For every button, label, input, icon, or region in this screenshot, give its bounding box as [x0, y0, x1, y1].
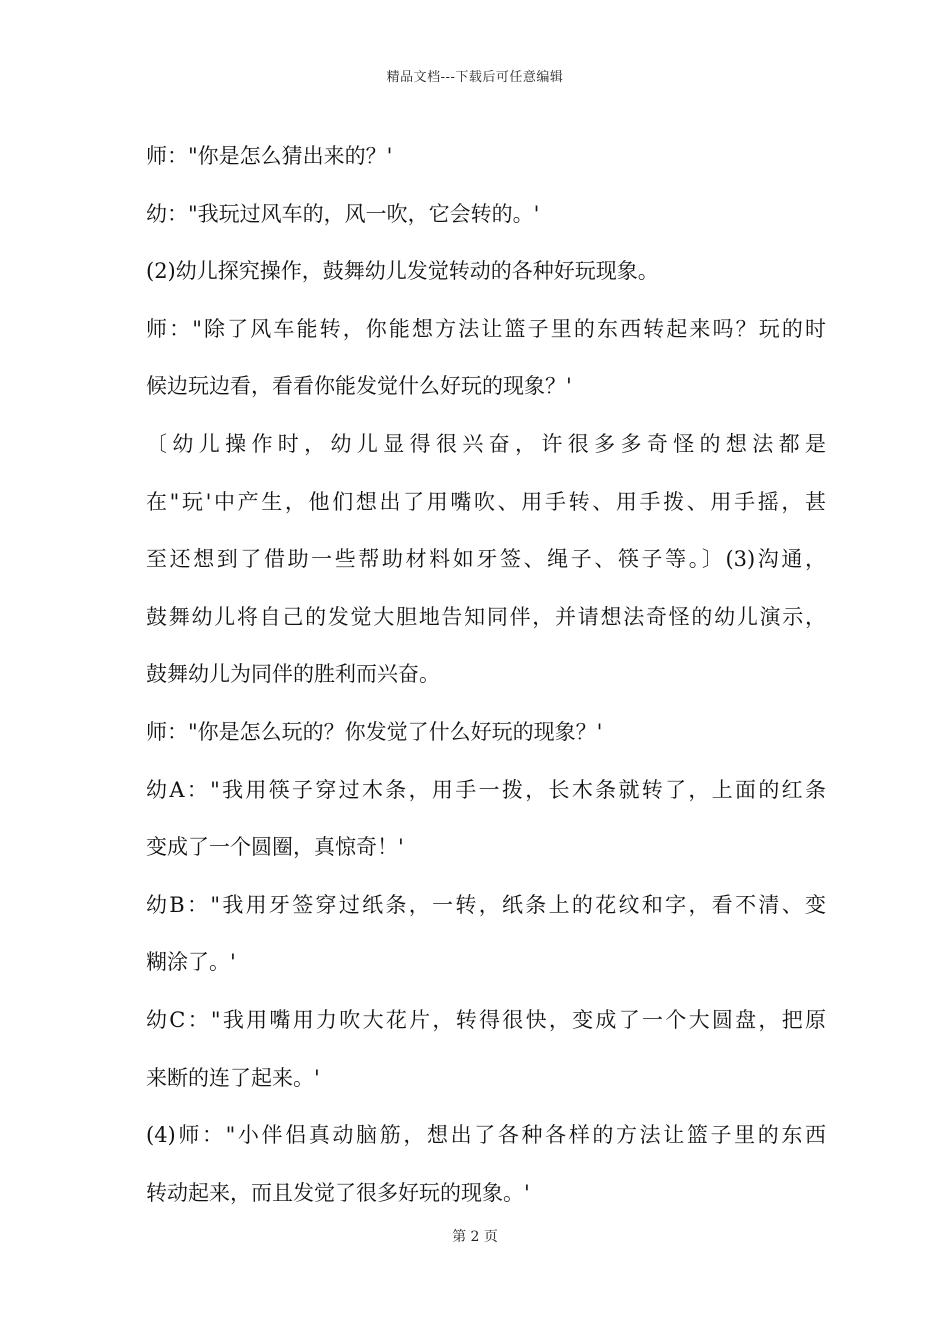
paragraph-line: 幼C："我用嘴用力吹大花片，转得很快，变成了一个大圆盘，把原: [146, 1007, 826, 1032]
paragraph-line: 至还想到了借助一些帮助材料如牙签、绳子、筷子等。〕(3)沟通，: [146, 547, 826, 572]
paragraph-line: (4)师："小伴侣真动脑筋，想出了各种各样的方法让篮子里的东西: [146, 1123, 826, 1148]
paragraph-line: 在"玩'中产生，他们想出了用嘴吹、用手转、用手拨、用手摇，甚: [146, 489, 826, 514]
paragraph-line: 幼A："我用筷子穿过木条，用手一拨，长木条就转了，上面的红条: [146, 777, 826, 802]
paragraph-line: 来断的连了起来。': [146, 1065, 320, 1090]
page-number: 第 2 页: [452, 1229, 498, 1245]
paragraph-line: 鼓舞幼儿为同伴的胜利而兴奋。: [146, 662, 440, 687]
paragraph-line: 师："你是怎么猜出来的？': [146, 144, 393, 168]
paragraph-line: (2)幼儿探究操作，鼓舞幼儿发觉转动的各种好玩现象。: [146, 259, 659, 284]
document-body: [146, 128, 826, 1222]
paragraph-line: 候边玩边看，看看你能发觉什么好玩的现象？': [146, 374, 572, 399]
paragraph-line: 糊涂了。': [146, 950, 236, 975]
paragraph-line: 变成了一个圆圈，真惊奇！': [146, 835, 404, 860]
paragraph-line: 鼓舞幼儿将自己的发觉大胆地告知同伴，并请想法奇怪的幼儿演示，: [146, 604, 826, 629]
paragraph-line: 师："你是怎么玩的？你发觉了什么好玩的现象？': [146, 719, 603, 744]
paragraph-line: 幼："我玩过风车的，风一吹，它会转的。': [146, 201, 540, 226]
paragraph-line: 转动起来，而且发觉了很多好玩的现象。': [146, 1180, 530, 1205]
page-header: 精品文档---下载后可任意编辑: [386, 70, 564, 85]
paragraph-line: 〔幼儿操作时，幼儿显得很兴奋，许很多多奇怪的想法都是: [146, 431, 826, 456]
paragraph-line: 师："除了风车能转，你能想方法让篮子里的东西转起来吗？玩的时: [146, 316, 826, 341]
paragraph-line: 幼B："我用牙签穿过纸条，一转，纸条上的花纹和字，看不清、变: [146, 892, 826, 917]
